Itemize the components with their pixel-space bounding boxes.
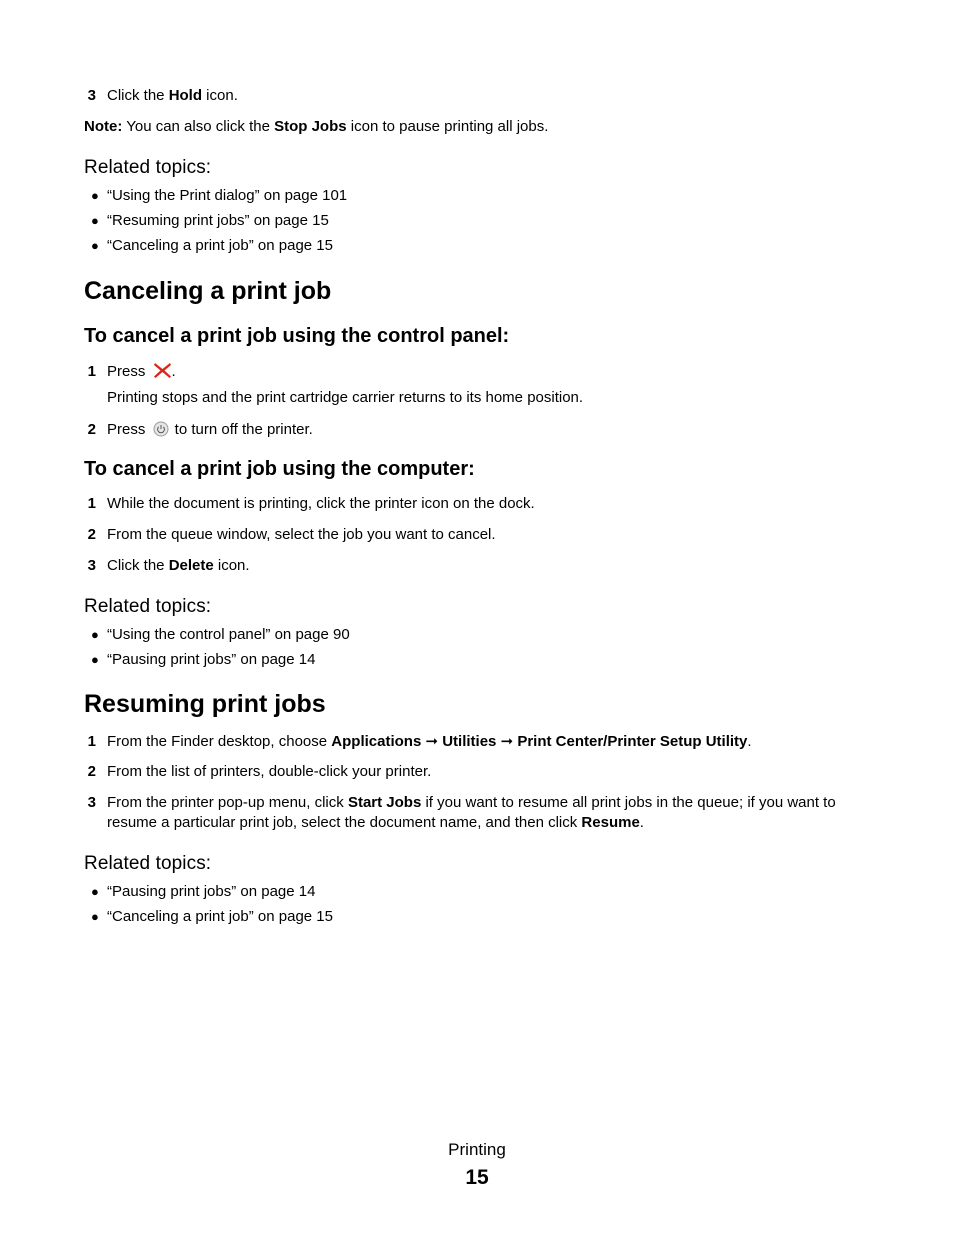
arrow-right-icon: ➞	[425, 733, 439, 750]
related-link[interactable]: “Using the Print dialog” on page 101	[107, 187, 348, 204]
cancel-x-icon	[153, 362, 172, 384]
step-number: 3	[87, 87, 96, 104]
step-detail: Printing stops and the print cartridge carrier returns to its home position.	[107, 389, 584, 406]
page-number: 15	[465, 1166, 489, 1189]
step-number: 1	[87, 733, 96, 750]
stop-jobs-note: Note: You can also click the Stop Jobs icon to pause printing all jobs.	[84, 118, 549, 135]
related-link[interactable]: “Using the control panel” on page 90	[107, 626, 350, 643]
related-topics-heading: Related topics:	[84, 853, 212, 874]
delete-step-text: Click the Delete icon.	[107, 557, 250, 574]
step-text: From the queue window, select the job you want to cancel.	[107, 526, 496, 543]
step-number: 2	[87, 421, 96, 438]
bullet-icon: ●	[91, 188, 99, 203]
step-number: 1	[87, 495, 96, 512]
bullet-icon: ●	[91, 652, 99, 667]
finder-step-text: From the Finder desktop, choose Applications ➞ Utilities ➞ Print Center/Printer Setup Utility.	[107, 733, 752, 750]
hold-step-text: Click the Hold icon.	[107, 87, 238, 104]
step-number: 2	[87, 526, 96, 543]
power-icon	[153, 421, 169, 442]
subsection-title-computer: To cancel a print job using the computer:	[84, 458, 475, 480]
press-power-step: Press to turn off the printer.	[107, 420, 313, 442]
press-cancel-step: Press .	[107, 362, 176, 384]
step-number: 3	[87, 794, 96, 811]
section-title-resuming: Resuming print jobs	[84, 690, 326, 718]
arrow-right-icon: ➞	[500, 733, 514, 750]
related-link[interactable]: “Pausing print jobs” on page 14	[107, 883, 316, 900]
footer-chapter-label: Printing	[448, 1140, 506, 1159]
related-link[interactable]: “Pausing print jobs” on page 14	[107, 651, 316, 668]
bullet-icon: ●	[91, 238, 99, 253]
subsection-title-control-panel: To cancel a print job using the control panel:	[84, 325, 510, 347]
section-title-canceling: Canceling a print job	[84, 277, 332, 305]
bullet-icon: ●	[91, 884, 99, 899]
bullet-icon: ●	[91, 627, 99, 642]
related-topics-heading: Related topics:	[84, 157, 212, 178]
related-link[interactable]: “Resuming print jobs” on page 15	[107, 212, 329, 229]
step-number: 3	[87, 557, 96, 574]
step-text: From the list of printers, double-click your printer.	[107, 763, 432, 780]
related-link[interactable]: “Canceling a print job” on page 15	[107, 908, 333, 925]
related-topics-heading: Related topics:	[84, 596, 212, 617]
related-link[interactable]: “Canceling a print job” on page 15	[107, 237, 333, 254]
start-jobs-step-text: From the printer pop-up menu, click Start Jobs if you want to resume all print jobs in the queue; if you want to resume a particular print job, select the document name, and then click Resume.	[107, 794, 836, 831]
bullet-icon: ●	[91, 213, 99, 228]
bullet-icon: ●	[91, 909, 99, 924]
step-text: While the document is printing, click the printer icon on the dock.	[107, 495, 535, 512]
step-number: 2	[87, 763, 96, 780]
step-number: 1	[87, 363, 96, 380]
